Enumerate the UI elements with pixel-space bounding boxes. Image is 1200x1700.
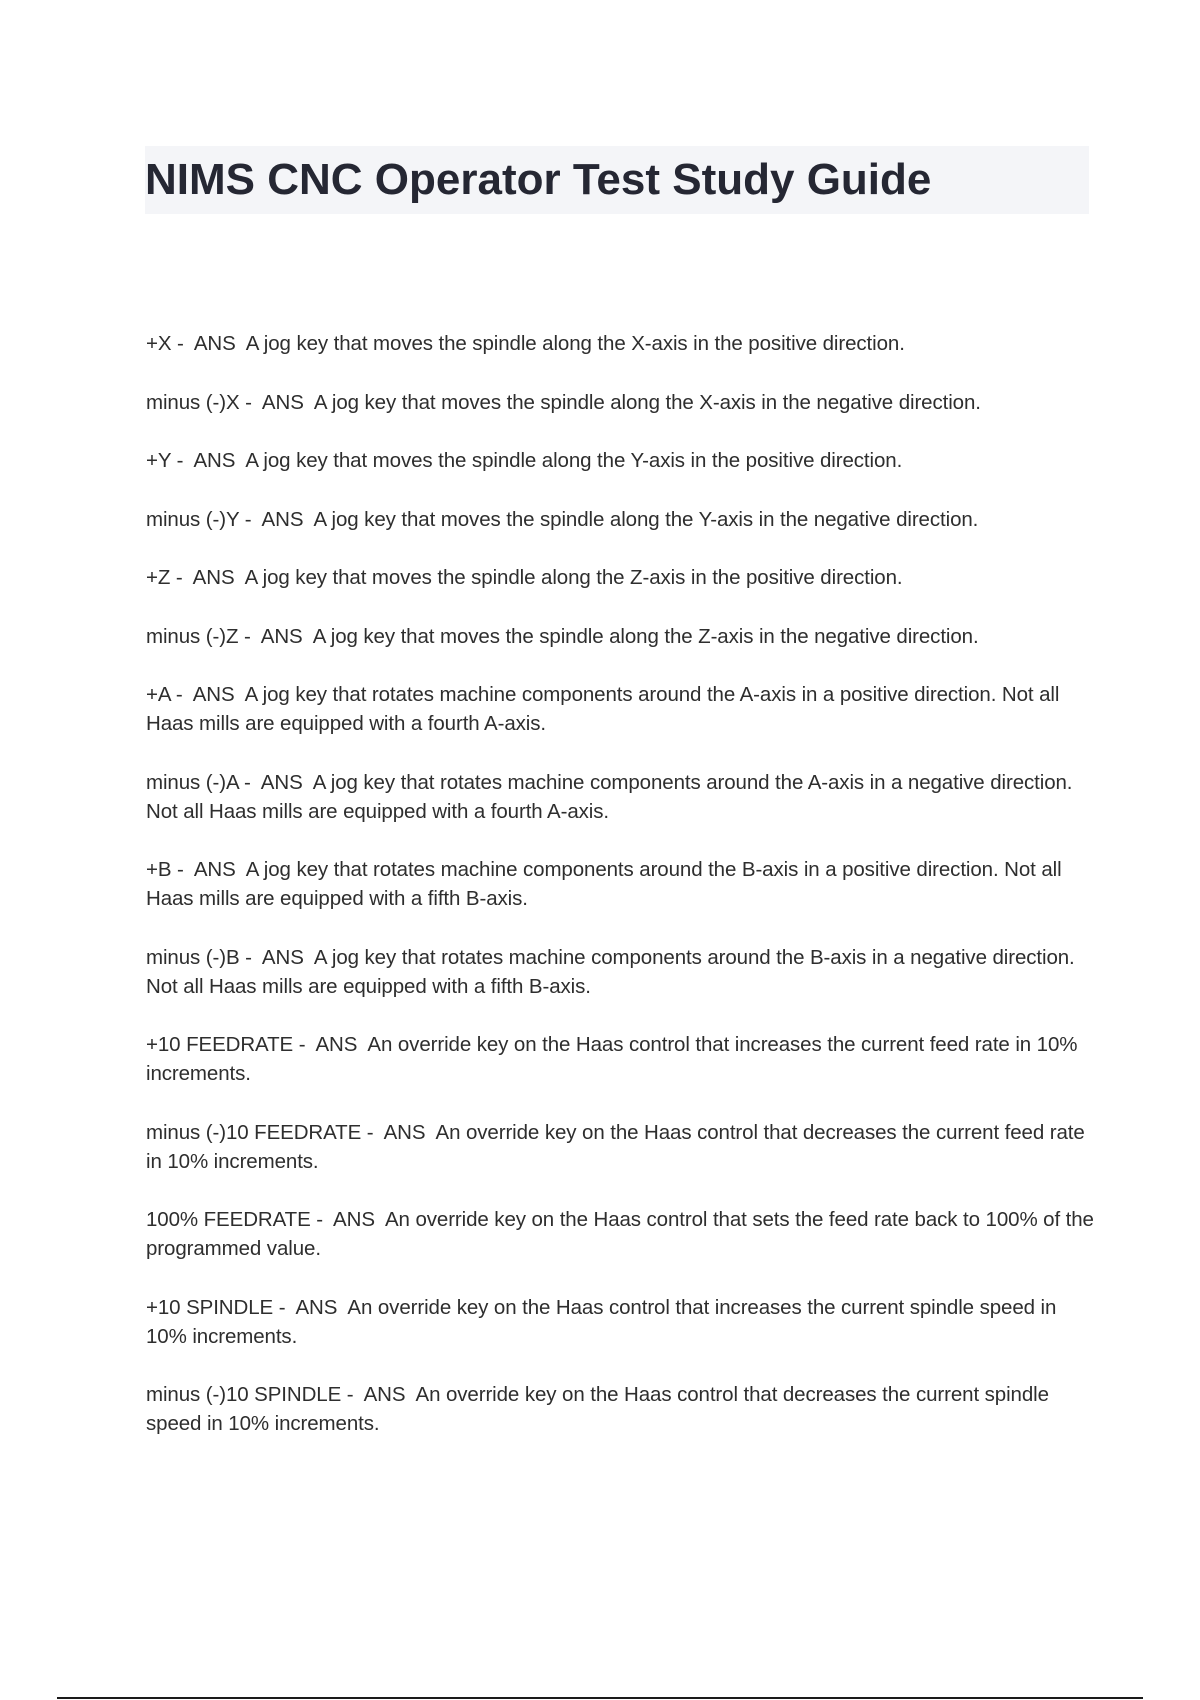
entry-term: +10 FEEDRATE - [146,1033,312,1056]
entry-ans-marker: ANS [189,332,242,355]
entry-ans-marker: ANS [379,1120,432,1144]
entry-term: +A - [146,683,189,706]
entry-ans-marker: ANS [291,1295,343,1319]
qa-entry [146,1293,1096,1351]
entry-definition: An override key on the Haas control that decreases the current spindle speed in 10% increments. [146,1383,1049,1435]
entry-definition: A jog key that moves the spindle along the Z-axis in the positive direction. [244,566,903,589]
entry-definition: A jog key that rotates machine components around the A-axis in a positive direction. Not all Haas mills are equipped with a fourth A-axis. [146,683,1060,735]
entry-ans-marker: ANS [257,945,310,969]
entry-term: minus (-)A - [146,770,257,794]
entry-ans-marker: ANS [328,1208,381,1231]
entry-ans-marker: ANS [189,449,241,472]
entry-definition: A jog key that moves the spindle along the Y-axis in the positive direction. [245,449,903,472]
entry-term: minus (-)X - [146,390,258,414]
entry-term: +10 SPINDLE - [146,1295,292,1319]
entry-ans-marker: ANS [257,507,310,531]
qa-entry [146,1380,1096,1438]
entry-term: minus (-)B - [146,945,258,969]
entry-definition: A jog key that moves the spindle along the Y-axis in the negative direction. [313,507,979,531]
qa-entry [146,446,1096,475]
entry-ans-marker: ANS [311,1033,363,1056]
qa-list [146,329,1096,1468]
qa-entry [146,505,1096,534]
page-title: NIMS CNC Operator Test Study Guide [145,155,932,204]
entry-term: minus (-)10 FEEDRATE - [146,1120,380,1144]
entry-term: 100% FEEDRATE - [146,1208,329,1231]
qa-entry [146,1118,1096,1176]
entry-ans-marker: ANS [188,566,241,589]
entry-term: minus (-)Z - [146,624,257,648]
qa-entry [146,388,1096,417]
entry-definition: A jog key that moves the spindle along the X-axis in the positive direction. [245,332,905,355]
entry-term: +B - [146,858,190,881]
entry-ans-marker: ANS [256,770,309,794]
entry-definition: An override key on the Haas control that increases the current spindle speed in 10% increments. [146,1295,1057,1348]
entry-definition: A jog key that rotates machine components around the B-axis in a positive direction. Not all Haas mills are equipped with a fifth B-axis. [146,858,1062,910]
footer-divider [57,1697,1143,1699]
entry-definition: A jog key that moves the spindle along the Z-axis in the negative direction. [312,624,979,648]
qa-entry [146,329,1096,358]
qa-entry [146,563,1096,592]
qa-entry [146,1030,1096,1088]
entry-term: +Y - [146,449,189,472]
qa-entry [146,768,1096,826]
entry-ans-marker: ANS [256,624,309,648]
entry-ans-marker: ANS [188,683,241,706]
title-band [145,146,1089,214]
entry-definition: An override key on the Haas control that increases the current feed rate in 10% increments. [146,1033,1078,1085]
entry-ans-marker: ANS [189,858,242,881]
entry-term: +Z - [146,566,189,589]
entry-ans-marker: ANS [257,390,310,414]
entry-definition: A jog key that moves the spindle along the X-axis in the negative direction. [313,390,981,414]
entry-term: +X - [146,332,190,355]
qa-entry [146,680,1096,738]
qa-entry [146,622,1096,651]
entry-term: minus (-)Y - [146,507,258,531]
qa-entry [146,943,1096,1001]
entry-definition: A jog key that rotates machine components around the B-axis in a negative direction. Not all Haas mills are equipped with a fifth B-axis. [146,945,1075,998]
entry-definition: An override key on the Haas control that sets the feed rate back to 100% of the programmed value. [146,1208,1094,1260]
entry-definition: An override key on the Haas control that decreases the current feed rate in 10% increments. [146,1120,1085,1173]
entry-term: minus (-)10 SPINDLE - [146,1383,360,1406]
entry-definition: A jog key that rotates machine components around the A-axis in a negative direction. Not all Haas mills are equipped with a fourth A-axis. [146,770,1073,823]
entry-ans-marker: ANS [359,1383,412,1406]
qa-entry [146,1205,1096,1263]
qa-entry [146,855,1096,913]
